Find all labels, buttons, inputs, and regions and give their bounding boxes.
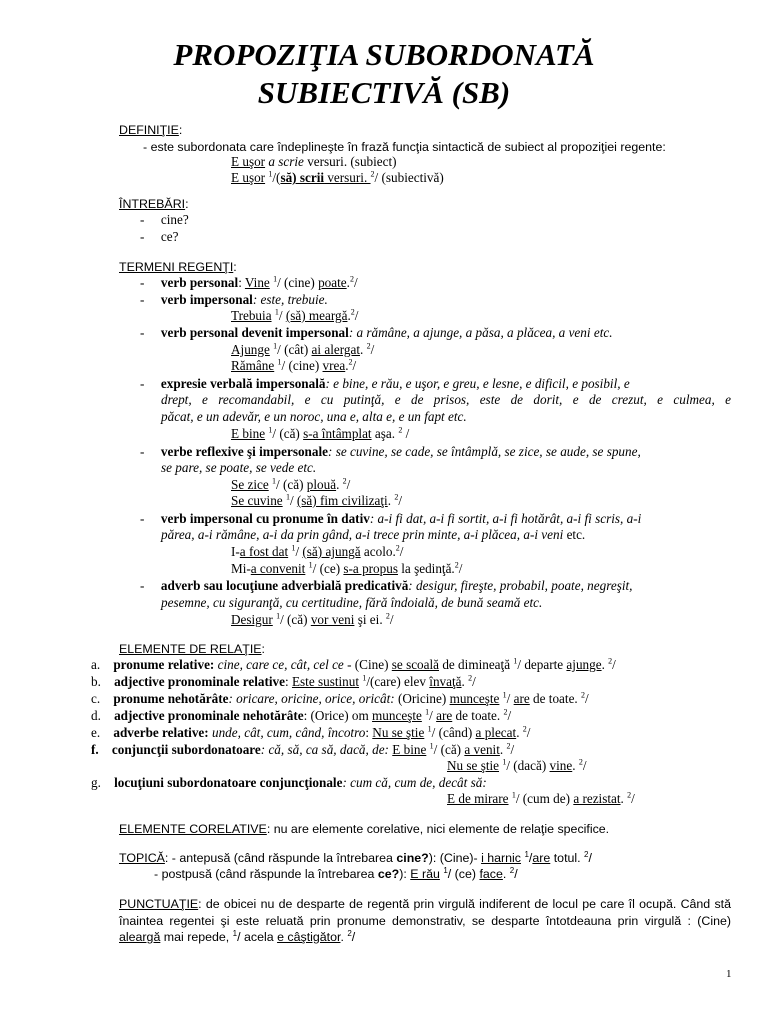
list-item: - verb impersonal: este, trebuie. xyxy=(140,292,328,307)
elemente-heading-line: ELEMENTE DE RELAŢIE: xyxy=(119,642,265,656)
list-item: - ce? xyxy=(140,229,179,244)
example-line: Ajunge $^1$/ (cât) ai alergat. $^2$/ xyxy=(231,341,375,357)
list-item: f. conjuncţii subordonatoare: că, să, ca să, dacă, de: E bine $^1$/ (că) a venit. $^2$/ xyxy=(91,741,515,757)
termeni-heading-line: TERMENI REGENŢI: xyxy=(119,260,237,274)
definitie-text: - este subordonata care îndeplineşte în frază funcţia sintactică de subiect al propoziţiei regente: xyxy=(143,140,666,154)
definitie-heading: DEFINIŢIE xyxy=(119,123,179,137)
list-item: b. adjective pronominale relative: Este sustinut $^1$/(care) elev învaţă. $^2$/ xyxy=(91,673,476,689)
elemente-heading: ELEMENTE DE RELAŢIE xyxy=(119,642,262,656)
punctuatie-paragraph: PUNCTUAŢIE: de obicei nu de desparte de regentă prin virgulă indiferent de locul pe care îl ocupă. Când stă înaintea regentei şi este reluată prin pronume demonstrativ, se desparte întotdeauna prin virgulă : (Cine) aleargă mai repede, $^1$/ acela e câştigător. $^2$/ xyxy=(119,897,731,944)
example-line: Se cuvine $^1$/ (să) fim civilizaţi. $^2$/ xyxy=(231,492,402,508)
page-number: 1 xyxy=(726,968,732,980)
dativ-line-2: părea, a-i rămâne, a-i da prin gând, a-i trece prin minte, a-i plăcea, a-i veni etc. xyxy=(161,527,586,542)
list-item: g. locuţiuni subordonatoare conjuncţionale: cum că, cum de, decât să: xyxy=(91,775,487,790)
example-line: Trebuia $^1$/ (să) meargă.$^2$/ xyxy=(231,307,359,323)
definitie-heading-line: DEFINIŢIE: xyxy=(119,123,183,137)
page-subtitle: SUBIECTIVĂ (SB) xyxy=(257,75,511,110)
termeni-heading: TERMENI REGENŢI xyxy=(119,260,234,274)
example-line: Rămâne $^1$/ (cine) vrea.$^2$/ xyxy=(231,357,357,373)
list-item: e. adverbe relative: unde, cât, cum, când, încotro: Nu se ştie $^1$/ (când) a plecat. $^2$/ xyxy=(91,724,531,740)
list-item: c. pronume nehotărâte: oricare, oricine, orice, oricât: (Oricine) munceşte $^1$/ are de toate. $^2$/ xyxy=(91,690,589,706)
list-item: a. pronume relative: cine, care ce, cât, cel ce - (Cine) se scoală de dimineaţă $^1$/ departe ajunge. $^2$/ xyxy=(91,656,616,672)
topica-line-1: TOPICĂ: - antepusă (când răspunde la întrebarea cine?): (Cine)- i harnic $^1$/are totul. $^2$/ xyxy=(119,849,592,865)
expresie-line-3: păcat, e un adevăr, e un noroc, una e, alta e, e un fapt etc. xyxy=(161,409,467,424)
punctuatie-heading: PUNCTUAŢIE xyxy=(119,897,199,911)
definitie-example-2: E uşor $^1$/(să) scrii versuri. $^2$/ (subiectivă) xyxy=(231,169,444,185)
list-item: - cine? xyxy=(140,212,189,227)
list-item: d. adjective pronominale nehotărâte: (Orice) om munceşte $^1$/ are de toate. $^2$/ xyxy=(91,707,512,723)
intrebari-heading: ÎNTREBĂRI xyxy=(119,197,186,211)
definitie-example-1: E uşor a scrie versuri. (subiect) xyxy=(231,154,397,169)
list-item: - adverb sau locuţiune adverbială predicativă: desigur, fireşte, probabil, poate, negreşit, xyxy=(140,578,633,593)
list-item: - expresie verbală impersonală: e bine, e rău, e uşor, e greu, e lesne, e dificil, e posibil, e xyxy=(140,376,630,391)
example-line: E bine $^1$/ (că) s-a întâmplat aşa. $^2$ / xyxy=(231,425,410,441)
adverb-line-2: pesemne, cu siguranţă, cu certitudine, fără îndoială, de bună seamă etc. xyxy=(161,595,543,610)
list-item: - verb impersonal cu pronume în dativ: a-i fi dat, a-i fi sortit, a-i fi hotărât, a-i fi scris, a-i xyxy=(140,511,642,526)
reflexive-line-2: se pare, se poate, se vede etc. xyxy=(161,460,317,475)
example-line: Desigur $^1$/ (că) vor veni şi ei. $^2$/ xyxy=(231,611,394,627)
corelative-heading: ELEMENTE CORELATIVE xyxy=(119,822,267,836)
list-item: - verb personal devenit impersonal: a rămâne, a ajunge, a păsa, a plăcea, a veni etc. xyxy=(140,325,613,340)
intrebari-heading-line: ÎNTREBĂRI: xyxy=(119,197,189,211)
page-title: PROPOZIŢIA SUBORDONATĂ xyxy=(173,37,595,72)
example-line: E de mirare $^1$/ (cum de) a rezistat. $^2$/ xyxy=(447,790,635,806)
corelative-line: ELEMENTE CORELATIVE: nu are elemente corelative, nici elemente de relaţie specifice. xyxy=(119,822,610,836)
example-line: Mi-a convenit $^1$/ (ce) s-a propus la şedinţă.$^2$/ xyxy=(231,560,463,576)
example-line: I-a fost dat $^1$/ (să) ajungă acolo.$^2$/ xyxy=(231,543,404,559)
example-line: Nu se ştie $^1$/ (dacă) vine. $^2$/ xyxy=(447,757,587,773)
list-item: - verbe reflexive şi impersonale: se cuvine, se cade, se întâmplă, se zice, se aude, se spune, xyxy=(140,444,641,459)
topica-line-2: - postpusă (când răspunde la întrebarea ce?): E rău $^1$/ (ce) face. $^2$/ xyxy=(154,865,518,881)
example-line: Se zice $^1$/ (că) plouă. $^2$/ xyxy=(231,476,351,492)
expresie-line-2: drept, e recomandabil, e cu putinţă, e de prisos, este de dorit, e de crezut, e culmea, e xyxy=(161,392,731,407)
topica-heading: TOPICĂ xyxy=(119,851,165,865)
list-item: - verb personal: Vine $^1$/ (cine) poate.$^2$/ xyxy=(140,274,358,290)
